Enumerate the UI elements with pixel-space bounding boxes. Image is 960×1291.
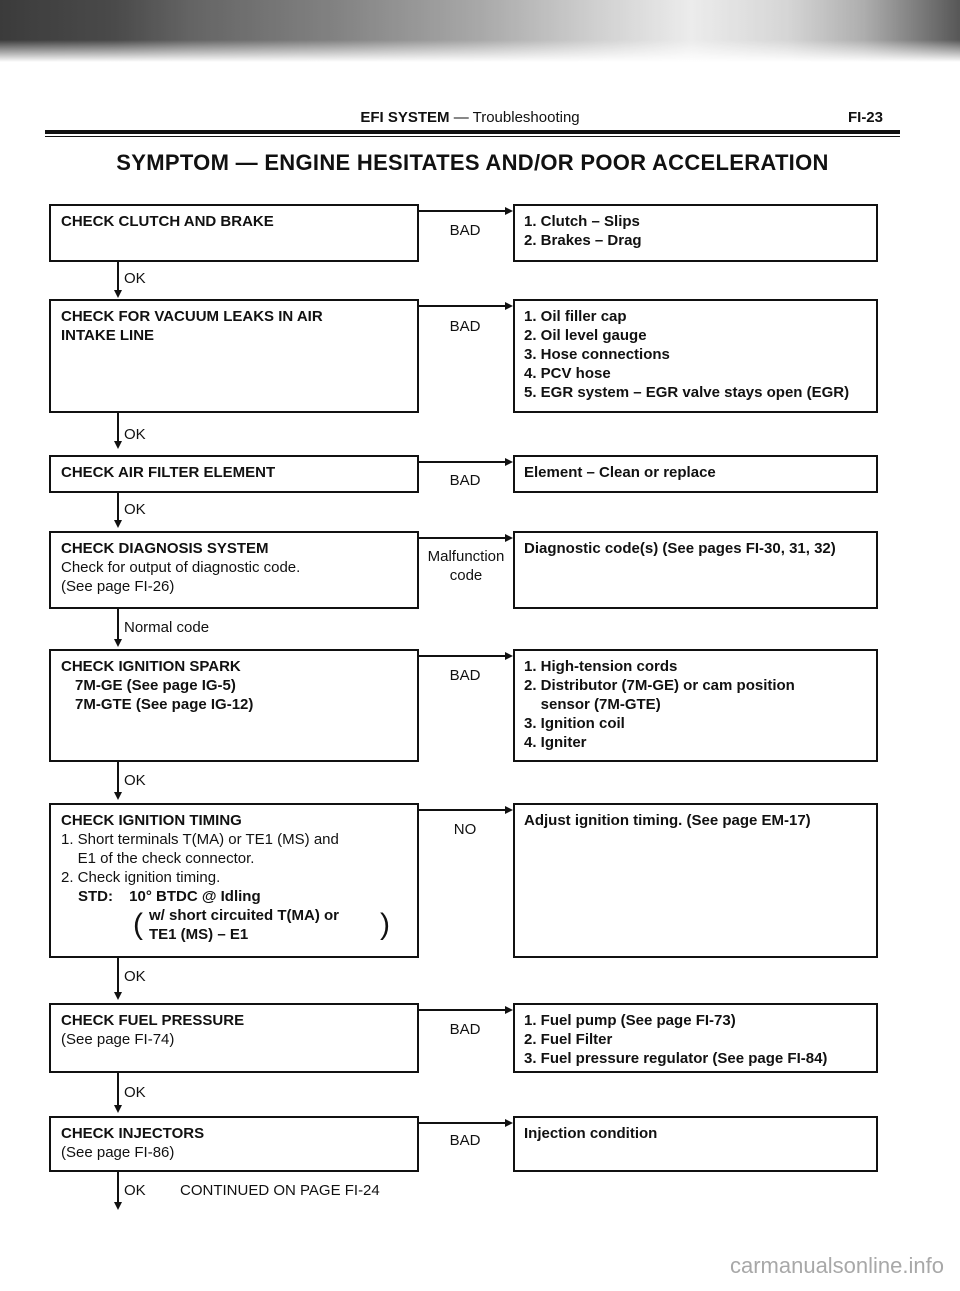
check-box-fuel-pressure — [49, 1003, 419, 1073]
branch-label — [419, 547, 513, 585]
result-box — [513, 455, 878, 493]
branch-line — [419, 210, 511, 212]
check-line: (See page FI-86) — [61, 1144, 175, 1161]
result-box — [513, 531, 878, 609]
flow-line — [117, 413, 119, 441]
header-system: EFI SYSTEM — [360, 109, 450, 126]
result-line: 5. EGR system – EGR valve stays open (EGR) — [524, 384, 850, 401]
check-line: 7M-GTE (See page IG-12) — [75, 696, 254, 713]
result-line: 1. Fuel pump (See page FI-73) — [524, 1012, 736, 1029]
header-title — [45, 109, 895, 126]
branch-arrow — [505, 302, 513, 310]
flow-line — [117, 609, 119, 639]
check-line: 7M-GE (See page IG-5) — [75, 677, 236, 694]
flow-arrow — [114, 992, 122, 1000]
check-title-cont: INTAKE LINE — [61, 327, 155, 344]
std-value: 10° BTDC @ Idling — [129, 888, 261, 905]
result-line: Injection condition — [524, 1125, 658, 1142]
left-brace: ( — [133, 908, 143, 941]
flow-label: OK — [124, 501, 146, 518]
result-line: 2. Brakes – Drag — [524, 232, 642, 249]
check-line: E1 of the check connector. — [61, 850, 255, 867]
branch-arrow — [505, 652, 513, 660]
flow-arrow — [114, 792, 122, 800]
flow-line — [117, 958, 119, 992]
flow-label: OK — [124, 1084, 146, 1101]
flow-label: OK — [124, 270, 146, 287]
watermark: carmanualsonline.info — [729, 1253, 944, 1278]
flow-line — [117, 262, 119, 290]
result-line: Element – Clean or replace — [524, 464, 716, 481]
page-header — [45, 109, 895, 131]
flow-label: OK — [124, 772, 146, 789]
check-title: CHECK DIAGNOSIS SYSTEM — [61, 540, 269, 557]
branch-label: BAD — [449, 1021, 481, 1038]
check-title: CHECK FOR VACUUM LEAKS IN AIR — [61, 308, 323, 325]
flow-arrow — [114, 639, 122, 647]
result-line: 4. PCV hose — [524, 365, 611, 382]
result-box — [513, 204, 878, 262]
flow-label: OK — [124, 968, 146, 985]
std-condition: TE1 (MS) – E1 — [149, 926, 249, 943]
right-brace: ) — [380, 908, 390, 941]
result-line: 3. Fuel pressure regulator (See page FI-84) — [524, 1050, 828, 1067]
result-line: 2. Oil level gauge — [524, 327, 647, 344]
branch-arrow — [505, 207, 513, 215]
check-box-ignition-spark — [49, 649, 419, 762]
flow-arrow — [114, 520, 122, 528]
branch-line — [419, 537, 511, 539]
symptom-title: SYMPTOM — ENGINE HESITATES AND/OR POOR ACCELERATION — [116, 150, 829, 175]
flow-arrow — [114, 441, 122, 449]
check-title: CHECK IGNITION SPARK — [61, 658, 241, 675]
flow-arrow — [114, 1202, 122, 1210]
result-box — [513, 803, 878, 958]
branch-arrow — [505, 1006, 513, 1014]
branch-line — [419, 461, 511, 463]
result-line: 2. Distributor (7M-GE) or cam position — [524, 677, 795, 694]
check-title: CHECK IGNITION TIMING — [61, 812, 242, 829]
flow-line — [117, 762, 119, 792]
branch-arrow — [505, 806, 513, 814]
check-title: CHECK CLUTCH AND BRAKE — [61, 213, 274, 230]
branch-arrow — [505, 1119, 513, 1127]
result-line: 1. Clutch – Slips — [524, 213, 640, 230]
check-box-vacuum-leaks — [49, 299, 419, 413]
branch-line — [419, 809, 511, 811]
check-line: (See page FI-74) — [61, 1031, 175, 1048]
flow-arrow — [114, 290, 122, 298]
branch-label: BAD — [449, 318, 481, 335]
result-box — [513, 1116, 878, 1172]
branch-line — [419, 1122, 511, 1124]
branch-arrow — [505, 534, 513, 542]
branch-label: BAD — [449, 1132, 481, 1149]
check-title: CHECK INJECTORS — [61, 1125, 205, 1142]
header-rule — [45, 130, 900, 134]
flow-label: OK — [124, 1182, 146, 1199]
check-box-air-filter — [49, 455, 419, 493]
check-box-ignition-timing — [49, 803, 419, 958]
header-rule-thin — [45, 136, 900, 137]
check-box-diagnosis — [49, 531, 419, 609]
branch-label-line: Malfunction — [427, 548, 505, 565]
std-label: STD: — [78, 888, 113, 905]
result-line: Diagnostic code(s) (See pages FI-30, 31, 32) — [524, 540, 836, 557]
branch-label: BAD — [449, 222, 481, 239]
result-box — [513, 299, 878, 413]
continued-note: CONTINUED ON PAGE FI-24 — [180, 1182, 380, 1199]
result-line: 1. Oil filler cap — [524, 308, 627, 325]
result-box — [513, 649, 878, 762]
flow-line — [117, 1073, 119, 1105]
branch-label-line: code — [449, 567, 483, 584]
result-line: Adjust ignition timing. (See page EM-17) — [524, 812, 811, 829]
result-line: 1. High-tension cords — [524, 658, 678, 675]
flow-arrow — [114, 1105, 122, 1113]
check-line: (See page FI-26) — [61, 578, 175, 595]
flow-label: Normal code — [124, 619, 210, 636]
header-section: — Troubleshooting — [453, 109, 580, 126]
scan-artifact-band — [0, 0, 960, 62]
branch-arrow — [505, 458, 513, 466]
page-number: FI-23 — [847, 109, 883, 126]
result-line: 3. Ignition coil — [524, 715, 625, 732]
flow-label: OK — [124, 426, 146, 443]
check-box-clutch-brake — [49, 204, 419, 262]
branch-label: BAD — [449, 472, 481, 489]
branch-label: NO — [453, 821, 477, 838]
branch-line — [419, 655, 511, 657]
result-box — [513, 1003, 878, 1073]
flow-line — [117, 1172, 119, 1202]
result-line: sensor (7M-GTE) — [524, 696, 661, 713]
check-title: CHECK AIR FILTER ELEMENT — [61, 464, 276, 481]
result-line: 3. Hose connections — [524, 346, 670, 363]
flow-line — [117, 493, 119, 520]
check-line: 2. Check ignition timing. — [61, 869, 221, 886]
std-condition: w/ short circuited T(MA) or — [149, 907, 340, 924]
branch-line — [419, 305, 511, 307]
result-line: 2. Fuel Filter — [524, 1031, 613, 1048]
branch-line — [419, 1009, 511, 1011]
check-box-injectors — [49, 1116, 419, 1172]
result-line: 4. Igniter — [524, 734, 587, 751]
check-line: Check for output of diagnostic code. — [61, 559, 301, 576]
std-row — [61, 887, 407, 906]
check-line: 1. Short terminals T(MA) or TE1 (MS) and — [61, 831, 339, 848]
check-title: CHECK FUEL PRESSURE — [61, 1012, 245, 1029]
branch-label: BAD — [449, 667, 481, 684]
